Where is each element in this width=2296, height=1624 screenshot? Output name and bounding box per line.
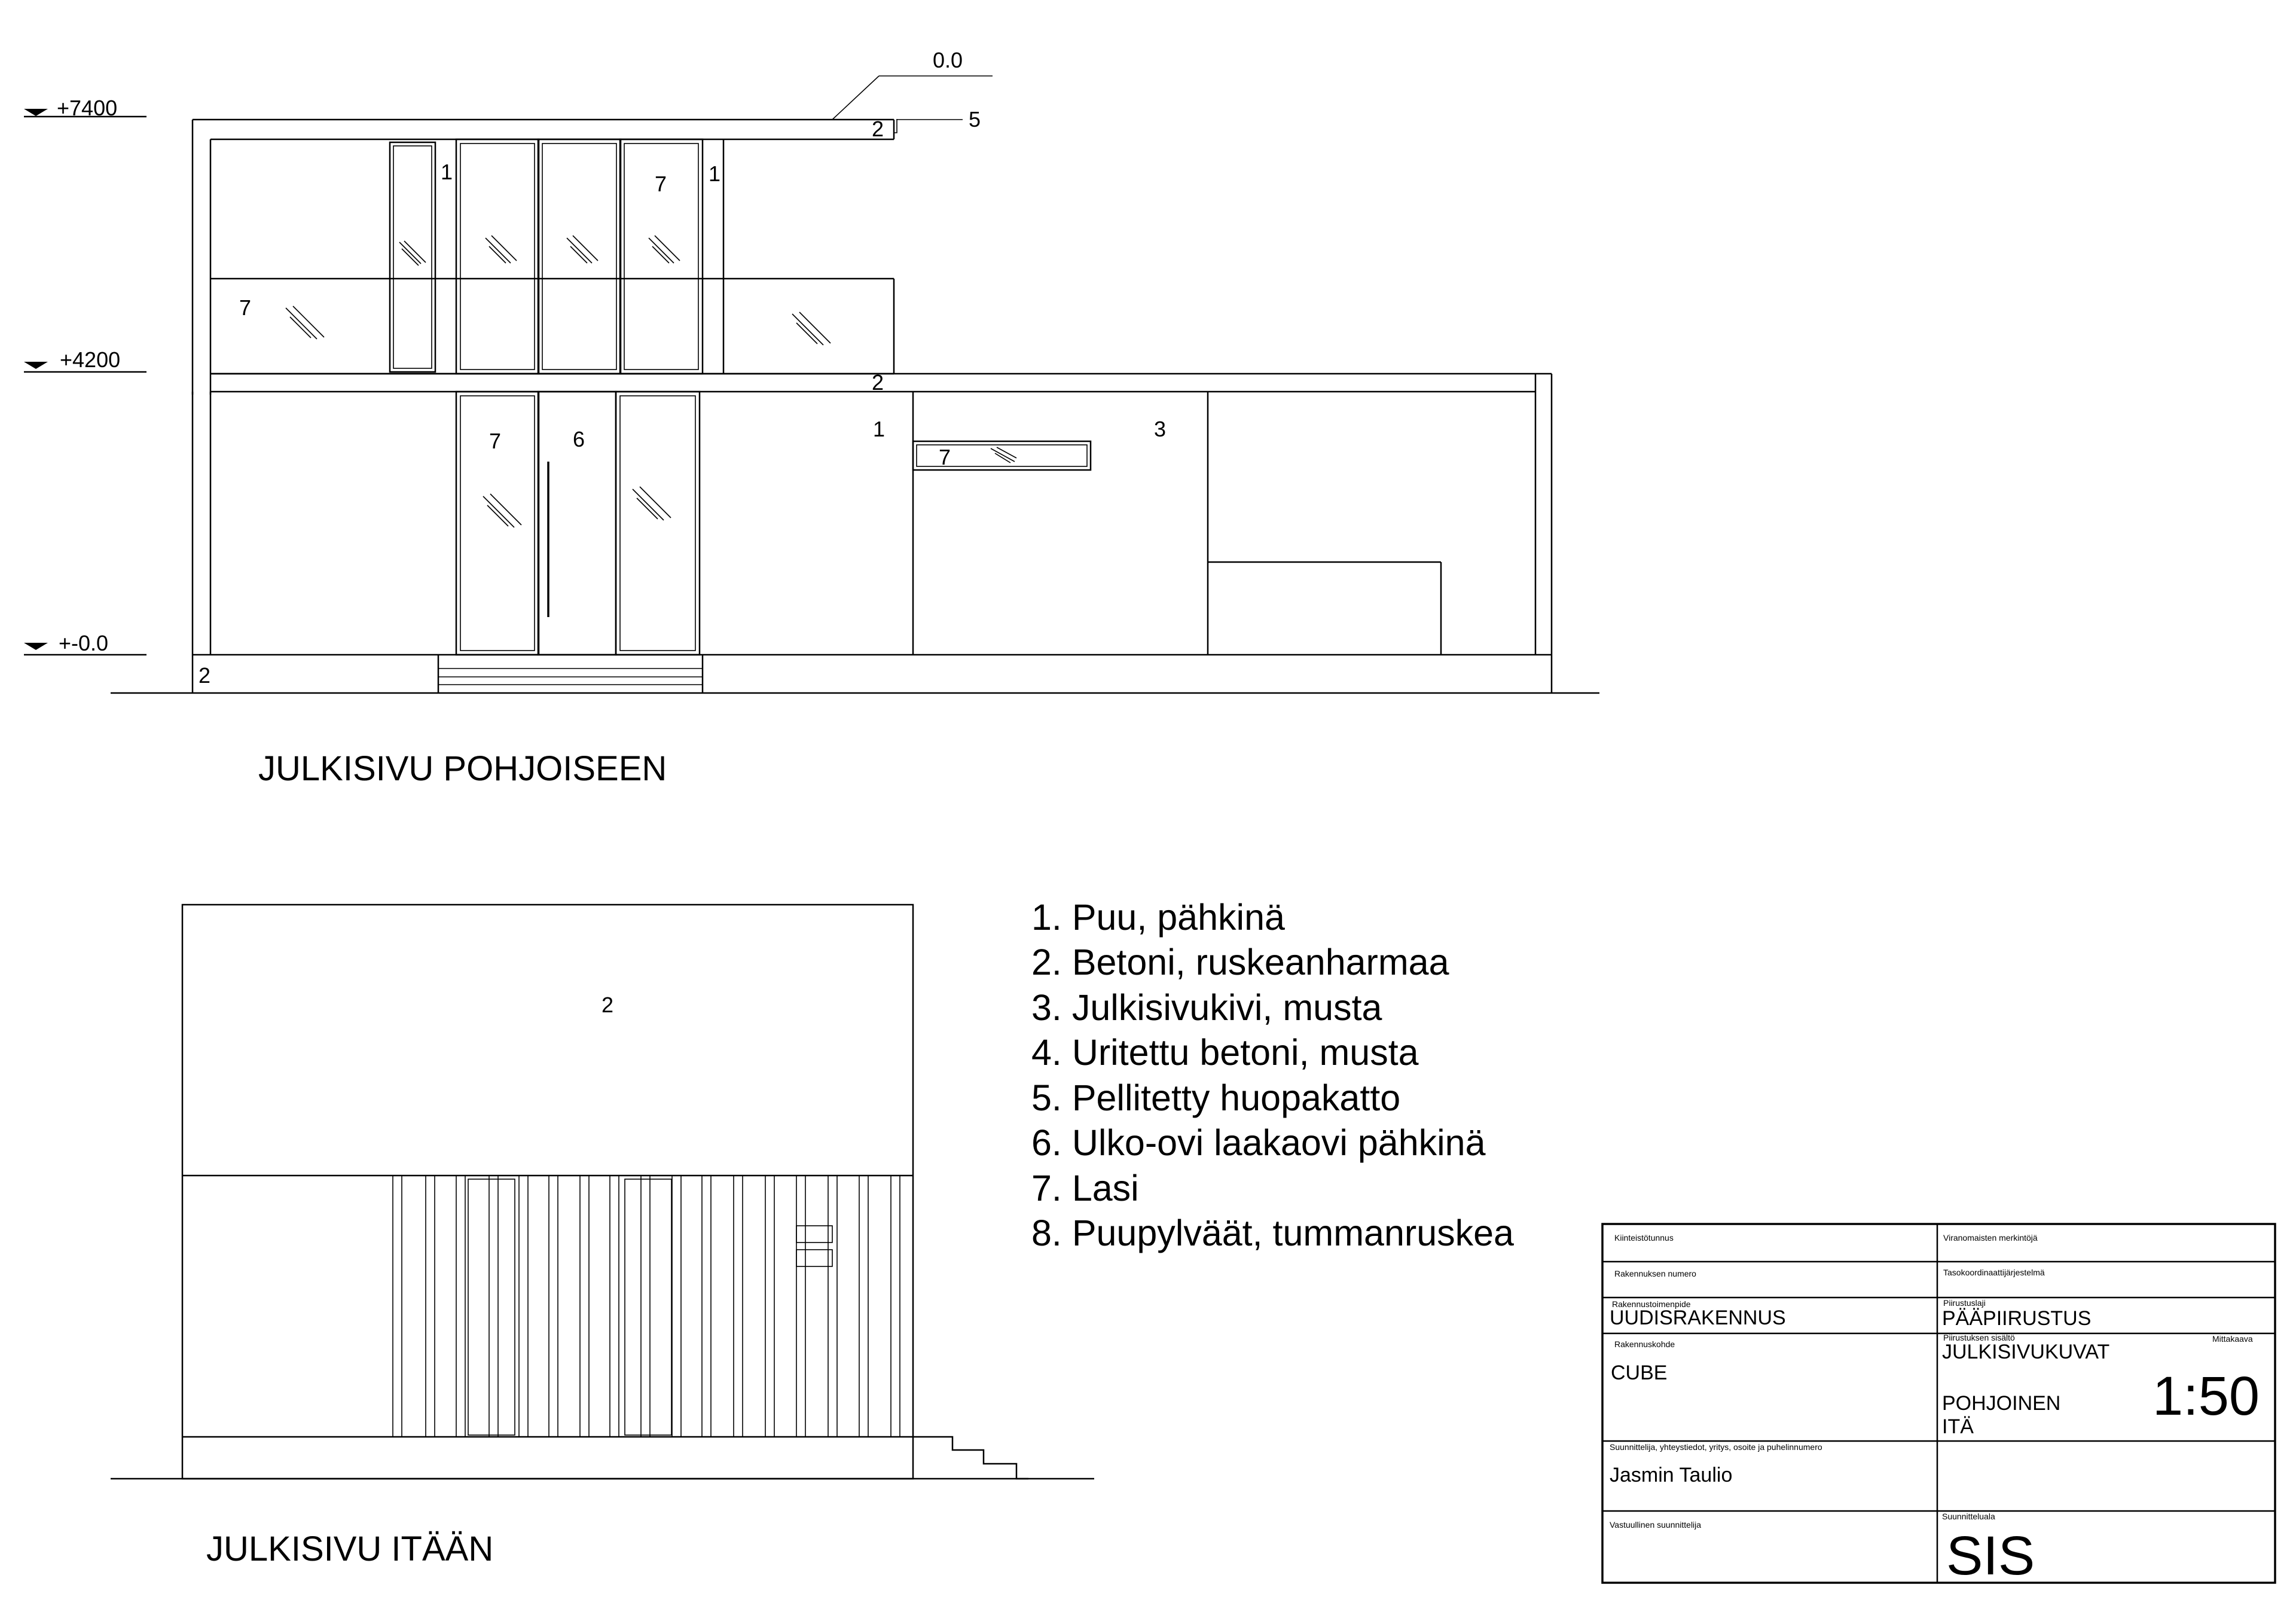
north-elevation — [111, 48, 1599, 788]
tag-stone-cladding: 3 — [1154, 417, 1167, 441]
tb-suunnitteluala-value: SIS — [1946, 1525, 2035, 1586]
tb-mittakaava-value: 1:50 — [2152, 1366, 2260, 1427]
level-marker-ground — [24, 631, 146, 655]
legend-item-6: 6. Ulko-ovi laakaovi pähkinä — [1031, 1122, 1486, 1163]
legend-item-5: 5. Pellitetty huopakatto — [1031, 1077, 1401, 1118]
east-elevation-title: JULKISIVU ITÄÄN — [206, 1530, 494, 1568]
level-label-middle: +4200 — [60, 347, 121, 372]
tb-viranomaisten-label: Viranomaisten merkintöjä — [1943, 1233, 2038, 1243]
roof-slab — [193, 120, 894, 395]
material-legend — [1031, 897, 1514, 1253]
tag-plinth: 2 — [199, 663, 211, 688]
tb-piirustuksen-sisalto-label: Piirustuksen sisältö — [1943, 1333, 2015, 1342]
level-marker-top — [24, 96, 146, 120]
tb-piirustuksen-sisalto-value: JULKISIVUKUVAT — [1942, 1341, 2110, 1363]
strip-window — [913, 441, 1091, 470]
tb-rakennuskohde-label: Rakennuskohde — [1614, 1339, 1675, 1349]
east-steps — [913, 1437, 1028, 1479]
tag-upper-concrete: 2 — [602, 993, 614, 1017]
title-block — [1602, 1224, 2275, 1586]
legend-item-1: 1. Puu, pähkinä — [1031, 897, 1285, 938]
glass-band-hatches — [286, 306, 831, 345]
tb-vastuullinen-label: Vastuullinen suunnittelija — [1610, 1520, 1702, 1530]
legend-item-3: 3. Julkisivukivi, musta — [1031, 987, 1382, 1028]
north-elevation-title: JULKISIVU POHJOISEEN — [258, 749, 667, 788]
tb-direction-1: POHJOINEN — [1942, 1392, 2061, 1415]
side-block — [1208, 562, 1441, 655]
level-marker-middle — [24, 347, 146, 372]
tb-rakennustoimenpide-value: UUDISRAKENNUS — [1610, 1306, 1786, 1329]
tag-window-glass: 7 — [939, 445, 951, 469]
tb-suunnittelija-label: Suunnittelija, yhteystiedot, yritys, osoite ja puhelinnumero — [1610, 1442, 1822, 1452]
level-label-top: +7400 — [57, 96, 118, 120]
tag-lower-glass-left: 7 — [489, 429, 502, 453]
roof-level-annotation — [832, 48, 993, 141]
level-markers — [24, 96, 146, 655]
tag-upper-wood-right: 1 — [709, 161, 721, 186]
roof-material-mark: 5 — [969, 107, 981, 132]
legend-item-4: 4. Uritettu betoni, musta — [1031, 1032, 1419, 1073]
level-label-ground: +-0.0 — [59, 631, 109, 655]
entrance-steps — [438, 655, 703, 693]
tb-suunnittelija-value: Jasmin Taulio — [1610, 1464, 1733, 1486]
tag-band-glass-left: 7 — [239, 295, 252, 320]
tag-slab-edge: 2 — [872, 370, 884, 395]
tag-upper-glass: 7 — [655, 172, 667, 196]
tag-entrance-door: 6 — [573, 427, 585, 451]
tb-mittakaava-label: Mittakaava — [2212, 1334, 2253, 1344]
tag-lower-wood: 1 — [873, 417, 886, 441]
tb-rakennuksen-numero-label: Rakennuksen numero — [1614, 1269, 1696, 1278]
tb-direction-2: ITÄ — [1942, 1415, 1974, 1438]
tb-suunnitteluala-label: Suunnitteluala — [1942, 1512, 1995, 1521]
tag-roof-edge: 2 — [872, 117, 884, 141]
roof-level-label: 0.0 — [933, 48, 963, 72]
tb-tasokoordinaatti-label: Tasokoordinaattijärjestelmä — [1943, 1268, 2045, 1277]
tb-piirustuslaji-value: PÄÄPIIRUSTUS — [1942, 1307, 2092, 1330]
tb-rakennuskohde-value: CUBE — [1611, 1362, 1668, 1384]
upper-wood-panel-left — [390, 142, 435, 372]
legend-item-7: 7. Lasi — [1031, 1168, 1139, 1208]
tb-piirustuslaji-label: Piirustuslaji — [1943, 1298, 1986, 1308]
legend-item-8: 8. Puupylväät, tummanruskea — [1031, 1213, 1514, 1253]
east-elevation — [111, 905, 1094, 1568]
tag-upper-wood-left: 1 — [441, 160, 453, 184]
east-building-outline — [182, 905, 913, 1479]
wooden-columns — [393, 1176, 900, 1437]
tb-kiinteistotunnus-label: Kiinteistötunnus — [1614, 1233, 1674, 1243]
legend-item-2: 2. Betoni, ruskeanharmaa — [1031, 942, 1449, 982]
tb-rakennustoimenpide-label: Rakennustoimenpide — [1612, 1299, 1691, 1309]
